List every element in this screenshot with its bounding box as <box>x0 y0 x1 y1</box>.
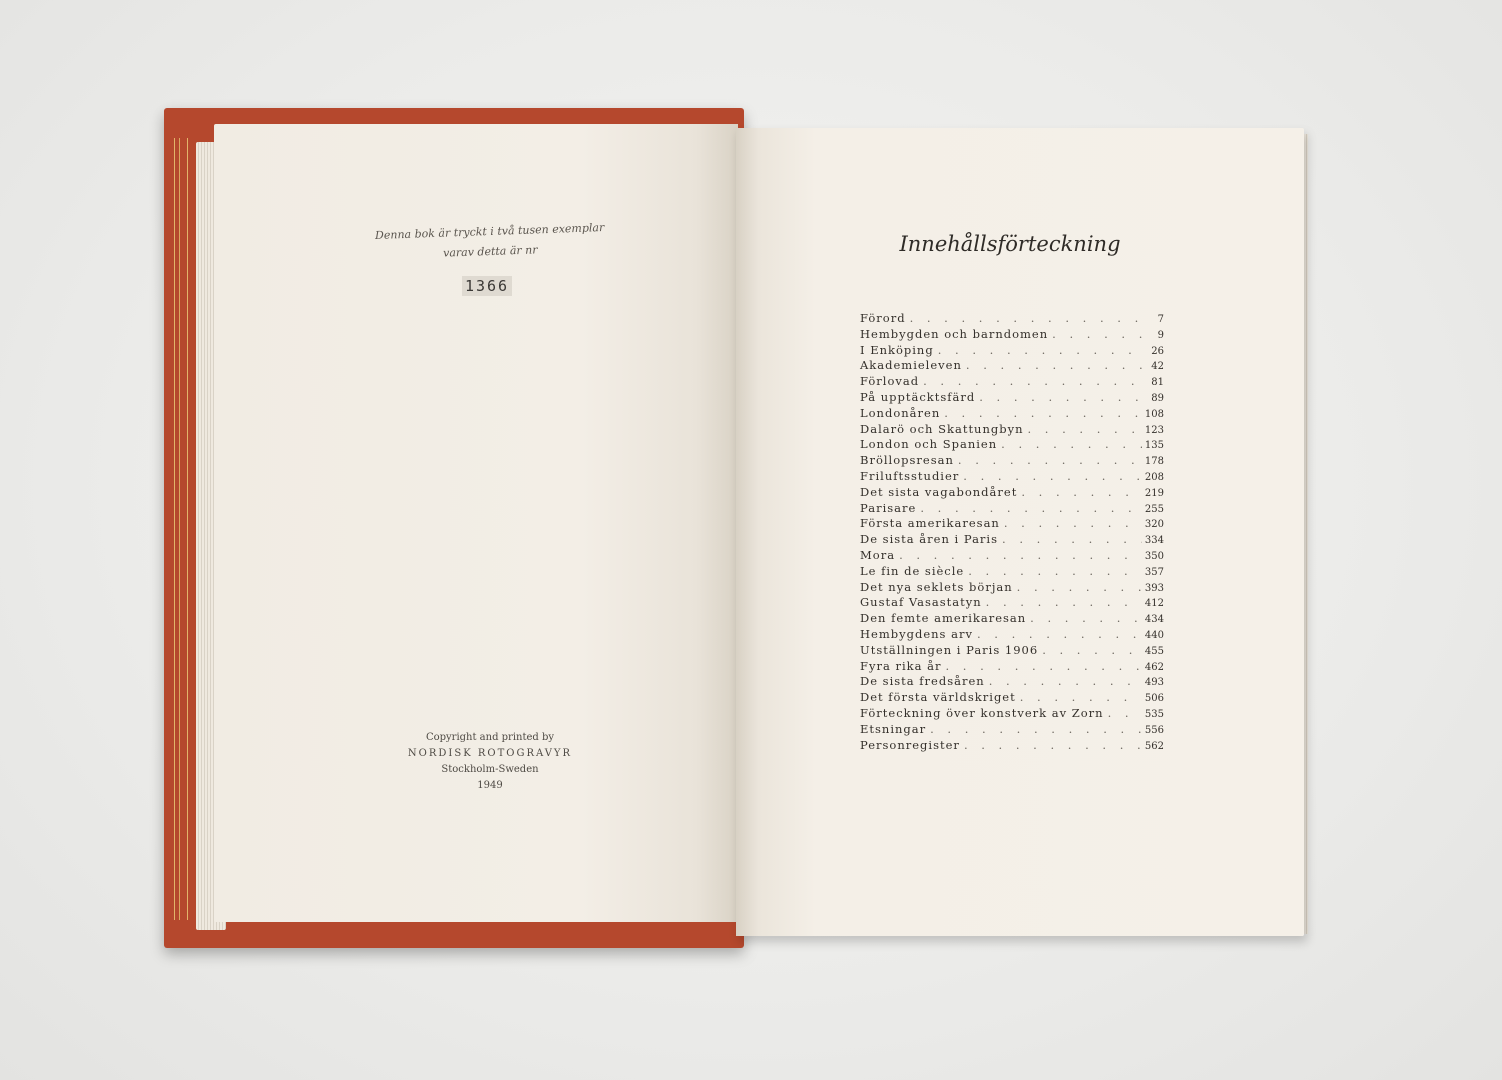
toc-entry-label: Le fin de siècle <box>860 563 965 578</box>
toc-entry <box>860 611 1164 627</box>
toc-entry-page: 208 <box>1144 471 1164 483</box>
toc-entry <box>860 516 1164 532</box>
toc-entry-page: 562 <box>1144 740 1164 752</box>
toc-leader-dots <box>997 437 1142 453</box>
toc-leader-dots <box>906 311 1142 327</box>
toc-entry <box>860 437 1164 453</box>
toc-leader-dots <box>959 469 1142 485</box>
toc-entry <box>860 453 1164 469</box>
toc-entry-page: 135 <box>1144 440 1164 452</box>
toc-entry <box>860 422 1164 438</box>
toc-leader-dots <box>934 343 1142 359</box>
toc-leader-dots <box>954 453 1142 469</box>
toc-entry <box>860 343 1164 359</box>
toc-leader-dots <box>960 738 1142 754</box>
toc-entry <box>860 659 1164 675</box>
toc-entry <box>860 722 1164 738</box>
toc-leader-dots <box>975 390 1142 406</box>
imprint-line-3: Stockholm-Sweden <box>441 764 539 775</box>
toc-entry-label: Dalarö och Skattungbyn <box>860 421 1024 436</box>
toc-entry-label: Det sista vagabondåret <box>860 484 1018 499</box>
toc-entry-label: Förteckning över konstverk av Zorn <box>860 705 1104 720</box>
toc-entry <box>860 501 1164 517</box>
toc-leader-dots <box>964 564 1142 580</box>
table-of-contents <box>860 311 1164 753</box>
toc-entry-label: Londonåren <box>860 405 941 420</box>
toc-entry-page: 108 <box>1144 408 1164 420</box>
toc-entry-page: 334 <box>1144 535 1164 547</box>
toc-entry <box>860 311 1164 327</box>
toc-leader-dots <box>1017 485 1142 501</box>
toc-entry-label: Bröllopsresan <box>860 453 954 468</box>
toc-entry-page: 255 <box>1144 503 1164 515</box>
toc-leader-dots <box>926 722 1142 738</box>
imprint <box>380 730 600 794</box>
edition-number: 1366 <box>462 276 512 296</box>
toc-entry-label: Fyra rika år <box>860 658 942 673</box>
toc-entry-page: 412 <box>1144 598 1164 610</box>
toc-entry <box>860 327 1164 343</box>
toc-entry <box>860 627 1164 643</box>
toc-entry-label: Etsningar <box>860 721 927 736</box>
toc-entry <box>860 374 1164 390</box>
toc-entry-page: 506 <box>1144 693 1164 705</box>
toc-entry <box>860 564 1164 580</box>
toc-entry-label: London och Spanien <box>860 437 998 452</box>
toc-entry-page: 556 <box>1144 724 1164 736</box>
toc-entry-label: Förord <box>860 311 906 325</box>
toc-entry <box>860 690 1164 706</box>
toc-leader-dots <box>1026 611 1142 627</box>
toc-entry <box>860 358 1164 374</box>
toc-entry-page: 455 <box>1144 645 1164 657</box>
toc-entry-page: 357 <box>1144 566 1164 578</box>
toc-leader-dots <box>998 532 1142 548</box>
toc-leader-dots <box>916 501 1142 517</box>
toc-leader-dots <box>973 627 1142 643</box>
gilt-inner-line <box>179 138 183 920</box>
toc-entry <box>860 738 1164 754</box>
toc-leader-dots <box>985 674 1142 690</box>
edition-line-1: Denna bok är tryckt i två tusen exemplar <box>374 221 605 243</box>
toc-entry-page: 42 <box>1151 361 1164 373</box>
toc-entry-label: I Enköping <box>860 342 934 357</box>
toc-leader-dots <box>1024 422 1143 438</box>
toc-entry-page: 89 <box>1151 392 1164 404</box>
toc-entry-label: Utställningen i Paris 1906 <box>860 642 1039 657</box>
toc-entry-page: 434 <box>1144 614 1164 626</box>
toc-leader-dots <box>1013 580 1142 596</box>
toc-entry-label: Första amerikaresan <box>860 516 1000 531</box>
toc-entry-label: Gustaf Vasastatyn <box>860 595 982 610</box>
toc-entry <box>860 390 1164 406</box>
toc-entry-label: De sista åren i Paris <box>860 532 999 547</box>
toc-entry-page: 123 <box>1144 424 1164 436</box>
toc-entry-page: 320 <box>1144 519 1164 531</box>
toc-entry-label: Förlovad <box>860 374 920 389</box>
toc-leader-dots <box>1038 643 1142 659</box>
imprint-line-2: NORDISK ROTOGRAVYR <box>407 748 573 759</box>
toc-entry-label: Det första världskriget <box>860 690 1016 705</box>
toc-entry-label: Parisare <box>860 500 917 515</box>
toc-entry <box>860 406 1164 422</box>
gilt-border <box>174 138 188 920</box>
toc-leader-dots <box>1048 327 1142 343</box>
toc-entry <box>860 548 1164 564</box>
imprint-line-1: Copyright and printed by <box>425 732 555 743</box>
toc-entry-page: 493 <box>1144 677 1164 689</box>
edition-line-2: varav detta är nr <box>442 243 538 260</box>
toc-entry-label: Hembygdens arv <box>860 626 973 641</box>
toc-entry <box>860 674 1164 690</box>
toc-entry-label: Friluftsstudier <box>860 468 960 483</box>
toc-entry-label: Den femte amerikaresan <box>860 611 1027 626</box>
toc-leader-dots <box>962 358 1142 374</box>
toc-entry-page: 81 <box>1151 377 1164 389</box>
toc-entry-page: 178 <box>1144 456 1164 468</box>
toc-entry-label: Personregister <box>860 737 960 752</box>
toc-entry <box>860 485 1164 501</box>
toc-leader-dots <box>940 406 1142 422</box>
toc-entry-label: Det nya seklets början <box>860 579 1013 594</box>
toc-entry-label: Akademieleven <box>860 358 962 373</box>
toc-entry <box>860 595 1164 611</box>
toc-entry-page: 219 <box>1144 487 1164 499</box>
toc-entry-page: 26 <box>1151 345 1164 357</box>
toc-entry-page: 535 <box>1144 708 1164 720</box>
toc-leader-dots <box>1000 516 1142 532</box>
toc-entry-page: 9 <box>1157 329 1164 341</box>
imprint-line-4: 1949 <box>477 780 503 791</box>
toc-entry-label: Mora <box>860 547 896 562</box>
toc-leader-dots <box>919 374 1142 390</box>
toc-entry <box>860 469 1164 485</box>
toc-entry-page: 7 <box>1157 314 1164 325</box>
toc-leader-dots <box>895 548 1142 564</box>
toc-leader-dots <box>982 595 1142 611</box>
toc-leader-dots <box>1016 690 1142 706</box>
toc-title: Innehållsförteckning <box>899 232 1121 256</box>
toc-entry-label: De sista fredsåren <box>860 674 985 689</box>
toc-entry-label: På upptäcktsfärd <box>860 389 976 404</box>
toc-entry-page: 350 <box>1144 550 1164 562</box>
toc-entry <box>860 580 1164 596</box>
toc-entry <box>860 532 1164 548</box>
toc-entry-page: 440 <box>1144 629 1164 641</box>
toc-entry-label: Hembygden och barndomen <box>860 326 1049 341</box>
toc-entry <box>860 643 1164 659</box>
toc-entry-page: 462 <box>1144 661 1164 673</box>
toc-entry-page: 393 <box>1144 582 1164 594</box>
toc-leader-dots <box>942 659 1143 675</box>
toc-entry <box>860 706 1164 722</box>
toc-leader-dots <box>1104 706 1142 722</box>
